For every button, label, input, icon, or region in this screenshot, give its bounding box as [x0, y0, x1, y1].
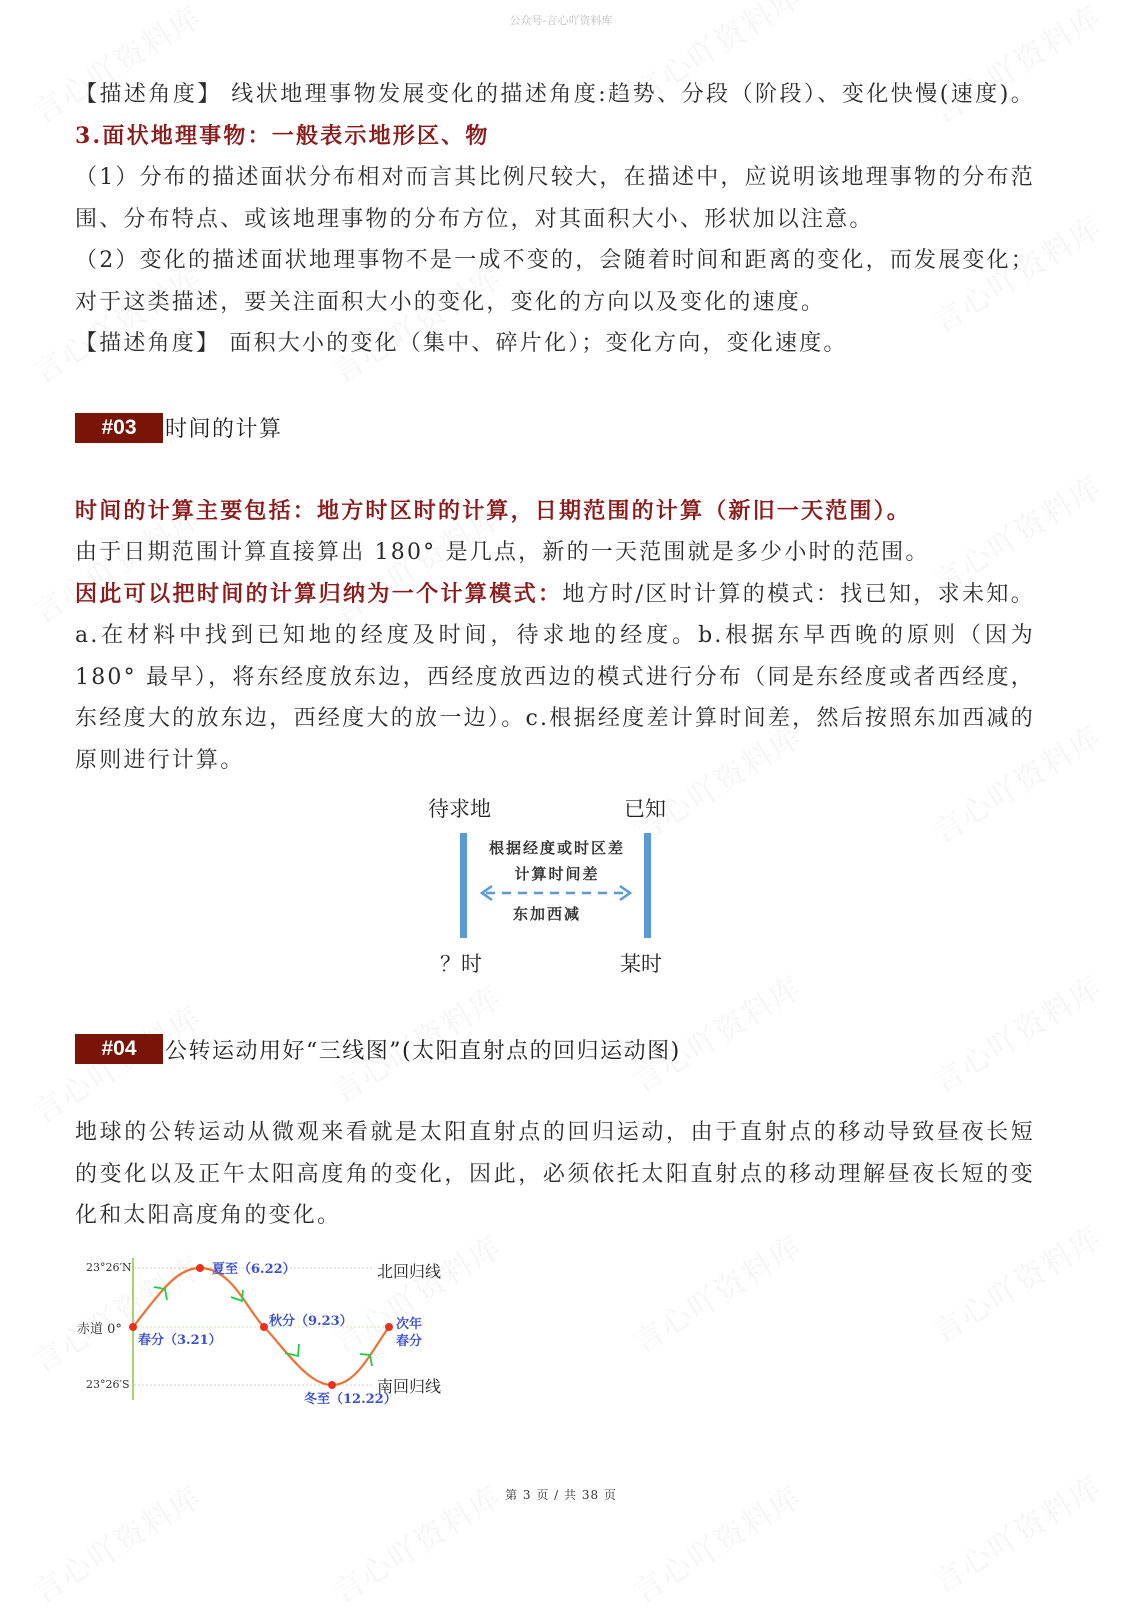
desc-angle-label: 【描述角度】 — [75, 82, 222, 107]
section-title: 时间的计算 — [165, 417, 283, 442]
point-label-summer-solstice: 夏至（6.22） — [212, 1262, 296, 1277]
page-content — [75, 74, 1035, 781]
section-badge: #03 — [75, 413, 163, 443]
time-calc-diagram — [420, 790, 690, 980]
page-number: 第 3 页 / 共 38 页 — [505, 1488, 617, 1502]
point-label-autumn-equinox: 秋分（9.23） — [269, 1314, 353, 1329]
diagram-line3: 东加西减 — [512, 905, 581, 923]
area-feature-heading: 3.面状地理事物：一般表示地形区、物 — [75, 122, 490, 149]
diagram-line2: 计算时间差 — [514, 865, 600, 883]
tropic-of-cancer-label: 北回归线 — [377, 1262, 442, 1281]
header-watermark: 公众号-言心吖资料库 — [509, 14, 613, 27]
desc-angle-label: 【描述角度】 — [75, 331, 221, 356]
section-badge: #04 — [75, 1034, 163, 1064]
section-heading-03 — [75, 413, 1035, 443]
watermark — [623, 1222, 809, 1361]
paragraph-line-desc-angle: 【描述角度】 线状地理事物发展变化的描述角度:趋势、分段（阶段）、变化快慢(速度)。3.面状地理事物：一般表示地形区、物 — [75, 82, 1035, 149]
y-tick-south: 23°26′S — [86, 1378, 130, 1391]
diagram-line1: 根据经度或时区差 — [488, 839, 625, 857]
paragraph-area-desc-angle: 【描述角度】 面积大小的变化（集中、碎片化）；变化方向，变化速度。 — [75, 331, 848, 356]
y-tick-equator: 赤道 0° — [77, 1322, 122, 1337]
section-heading-04 — [75, 1034, 1035, 1064]
diagram-left-bottom: ？时 — [440, 952, 482, 976]
diagram-right-bottom: 某时 — [620, 952, 662, 976]
time-calc-summary: 时间的计算主要包括：地方时区时的计算，日期范围的计算（新旧一天范围）。 — [75, 497, 912, 524]
section-04-content — [75, 1034, 1035, 1237]
watermark — [923, 1462, 1109, 1601]
calc-model-heading: 因此可以把时间的计算归纳为一个计算模式： — [75, 580, 563, 607]
point-label-next-spring: 次年春分 — [396, 1317, 423, 1349]
three-line-chart — [72, 1250, 457, 1410]
calc-model-paragraph: 因此可以把时间的计算归纳为一个计算模式：地方时/区时计算的模式：找已知，求未知。a.在材料中找到已知地的经度及时间，待求地的经度。b.根据东早西晚的原则（因为 180° 最早），将东经度放东边，西经度放西边的模式进行分布（同是东经度或者西经度，东经度大的放东边，西经度大的放一边）。c.根据经度差计算时间差，然后按照东加西减的原则进行计算。 — [75, 580, 1035, 773]
paragraph-distribution: （1）分布的描述面状分布相对而言其比例尺较大，在描述中，应说明该地理事物的分布范围、分布特点、或该地理事物的分布方位，对其面积大小、形状加以注意。 — [75, 165, 1035, 232]
revolution-paragraph: 地球的公转运动从微观来看就是太阳直射点的回归运动，由于直射点的移动导致昼夜长短的变化以及正午太阳高度角的变化，因此，必须依托太阳直射点的移动理解昼夜长短的变化和太阳高度角的变化。 — [75, 1120, 1035, 1228]
paragraph-change: （2）变化的描述面状地理事物不是一成不变的，会随着时间和距离的变化，而发展变化；对于这类描述，要关注面积大小的变化，变化的方向以及变化的速度。 — [75, 248, 1035, 315]
date-range-note: 由于日期范围计算直接算出 180° 是几点，新的一天范围就是多少小时的范围。 — [75, 540, 930, 565]
point-label-winter-solstice: 冬至（12.22） — [304, 1392, 397, 1407]
section-title: 公转运动用好“三线图”(太阳直射点的回归运动图) — [165, 1038, 681, 1064]
diagram-right-top: 已知 — [624, 797, 666, 821]
point-label-spring-equinox: 春分（3.21） — [138, 1333, 222, 1348]
diagram-left-top: 待求地 — [428, 797, 491, 821]
y-tick-north: 23°26′N — [86, 1261, 132, 1274]
tropic-of-capricorn-label: 南回归线 — [377, 1377, 442, 1396]
